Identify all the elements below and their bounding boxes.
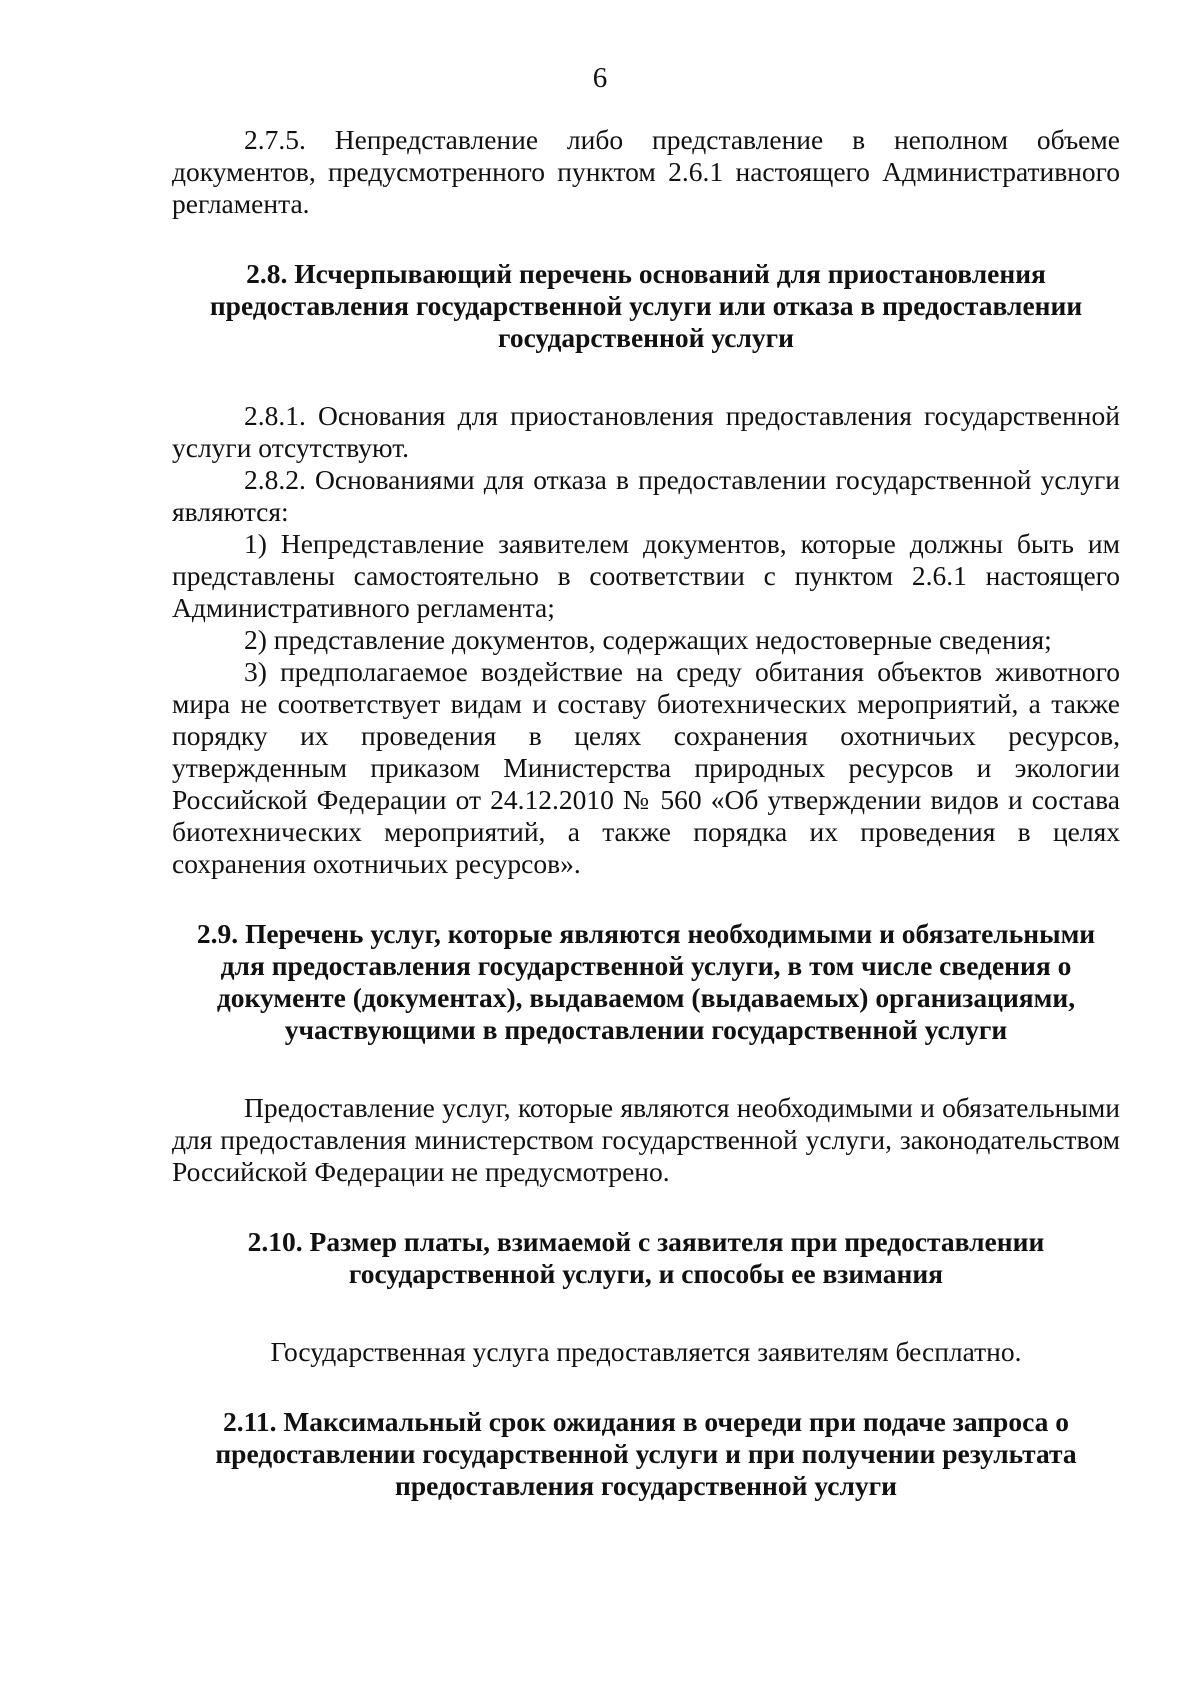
heading-2-10: 2.10. Размер платы, взимаемой с заявителя при предоставлении государственной услуги, и способы ее взимания bbox=[247, 1226, 1045, 1289]
list-item-3: 3) предполагаемое воздействие на среду обитания объектов животного мира не соответствует видам и составу биотехнических мероприятий, а также порядку их проведения в целях сохранения охотничьих ресурсов, утвержденным приказом Министерства природных ресурсов и экологии Российской Федерации от 24.12.2010 № 560 «Об утверждении видов и состава биотехнических мероприятий, а также порядка их проведения в целях сохранения охотничьих ресурсов». bbox=[172, 656, 1120, 879]
heading-2-9: 2.9. Перечень услуг, которые являются необходимыми и обязательными для предоставления государственной услуги, в том числе сведения о документе (документах), выдаваемом (выдаваемых) организациями, участвующими в предоставлении государственной услуги bbox=[196, 918, 1096, 1045]
list-item-2: 2) представление документов, содержащих недостоверные сведения; bbox=[244, 624, 1052, 655]
heading-2-11: 2.11. Максимальный срок ожидания в очереди при подаче запроса о предоставлении государственной услуги и при получении результата предоставления государственной услуги bbox=[215, 1406, 1077, 1501]
page-number: 6 bbox=[592, 62, 608, 94]
paragraph-2-7-5: 2.7.5. Непредставление либо представление в неполном объеме документов, предусмотренного пунктом 2.6.1 настоящего Административного регламента. bbox=[172, 124, 1120, 219]
paragraph-2-8-2: 2.8.2. Основаниями для отказа в предоставлении государственной услуги являются: bbox=[172, 464, 1120, 527]
paragraph-2-8-1: 2.8.1. Основания для приостановления предоставления государственной услуги отсутствуют. bbox=[172, 400, 1120, 463]
heading-2-8: 2.8. Исчерпывающий перечень оснований для приостановления предоставления государственной услуги или отказа в предоставлении государственной услуги bbox=[209, 258, 1083, 353]
paragraph-2-10: Государственная услуга предоставляется заявителям бесплатно. bbox=[270, 1336, 1022, 1367]
list-item-1: 1) Непредставление заявителем документов, которые должны быть им представлены самостоятельно в соответствии с пунктом 2.6.1 настоящего Административного регламента; bbox=[172, 528, 1120, 623]
paragraph-2-9: Предоставление услуг, которые являются необходимыми и обязательными для предоставления министерством государственной услуги, законодательством Российской Федерации не предусмотрено. bbox=[172, 1092, 1120, 1187]
document-body bbox=[172, 124, 1120, 1502]
